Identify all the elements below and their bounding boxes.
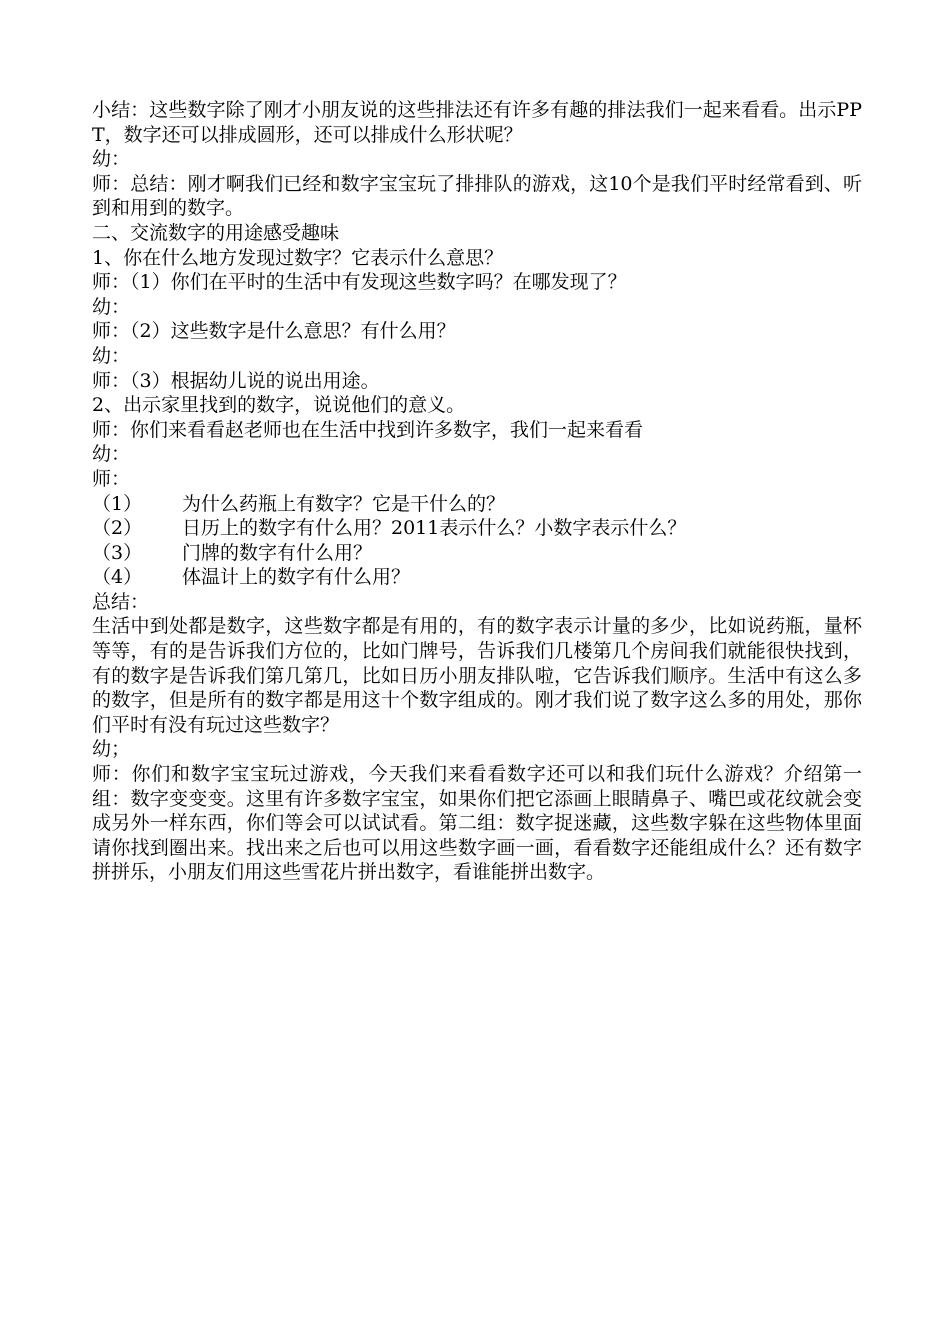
numbered-question (92, 516, 862, 541)
teacher-question-2: 师：（2）这些数字是什么意思？有什么用？ (92, 320, 456, 343)
question-text: 日历上的数字有什么用？2011表示什么？小数字表示什么？ (182, 517, 687, 540)
child-response-line: 幼； (92, 738, 131, 761)
question-number: （1） (92, 492, 143, 515)
summary-label: 总结： (92, 590, 150, 613)
teacher-label-line: 师： (92, 467, 131, 490)
question-text: 体温计上的数字有什么用？ (182, 566, 411, 589)
teacher-games-paragraph: 师：你们和数字宝宝玩过游戏，今天我们来看看数字还可以和我们玩什么游戏？介绍第一组：数字变变变。这里有许多数字宝宝，如果你们把它添画上眼睛鼻子、嘴巴或花纹就会变成另外一样东西，你们等会可以试试看。第二组：数字捉迷藏，这些数字躲在这些物体里面请你找到圈出来。找出来之后也可以用这些数字画一画，看看数字还能组成什么？还有数字拼拼乐，小朋友们用这些雪花片拼出数字，看谁能拼出数字。 (92, 763, 862, 884)
child-response-line: 幼： (92, 295, 131, 318)
question-number: （4） (92, 566, 143, 589)
item-2-heading: 2、出示家里找到的数字，说说他们的意义。 (92, 394, 466, 417)
item-1-heading: 1、你在什么地方发现过数字？它表示什么意思？ (92, 246, 504, 269)
child-response-line: 幼： (92, 443, 131, 466)
question-text: 为什么药瓶上有数字？它是干什么的？ (182, 492, 506, 515)
section-heading: 二、交流数字的用途感受趣味 (92, 221, 340, 244)
child-response-line: 幼： (92, 148, 131, 171)
numbered-question (92, 492, 862, 517)
teacher-question-3: 师：（3）根据幼儿说的说出用途。 (92, 369, 380, 392)
teacher-question-1: 师：（1）你们在平时的生活中有发现这些数字吗？在哪发现了？ (92, 271, 627, 294)
teacher-summary-paragraph: 师：总结：刚才啊我们已经和数字宝宝玩了排排队的游戏，这10个是我们平时经常看到、听到和用到的数字。 (92, 172, 862, 220)
question-number: （2） (92, 517, 143, 540)
question-text: 门牌的数字有什么用？ (182, 541, 373, 564)
summary-body-paragraph: 生活中到处都是数字，这些数字都是有用的，有的数字表示计量的多少，比如说药瓶，量杯等等，有的是告诉我们方位的，比如门牌号，告诉我们几楼第几个房间我们就能很快找到，有的数字是告诉我们第几第几，比如日历小朋友排队啦，它告诉我们顺序。生活中有这么多的数字，但是所有的数字都是用这十个数字组成的。刚才我们说了数字这么多的用处，那你们平时有没有玩过这些数字？ (92, 615, 862, 736)
child-response-line: 幼： (92, 344, 131, 367)
document-page (92, 98, 862, 885)
numbered-question (92, 541, 862, 566)
teacher-intro-line: 师：你们来看看赵老师也在生活中找到许多数字，我们一起来看看 (92, 418, 644, 441)
summary-intro-paragraph: 小结：这些数字除了刚才小朋友说的这些排法还有许多有趣的排法我们一起来看看。出示PPT，数字还可以排成圆形，还可以排成什么形状呢？ (92, 99, 862, 146)
numbered-question (92, 565, 862, 590)
question-number: （3） (92, 541, 143, 564)
